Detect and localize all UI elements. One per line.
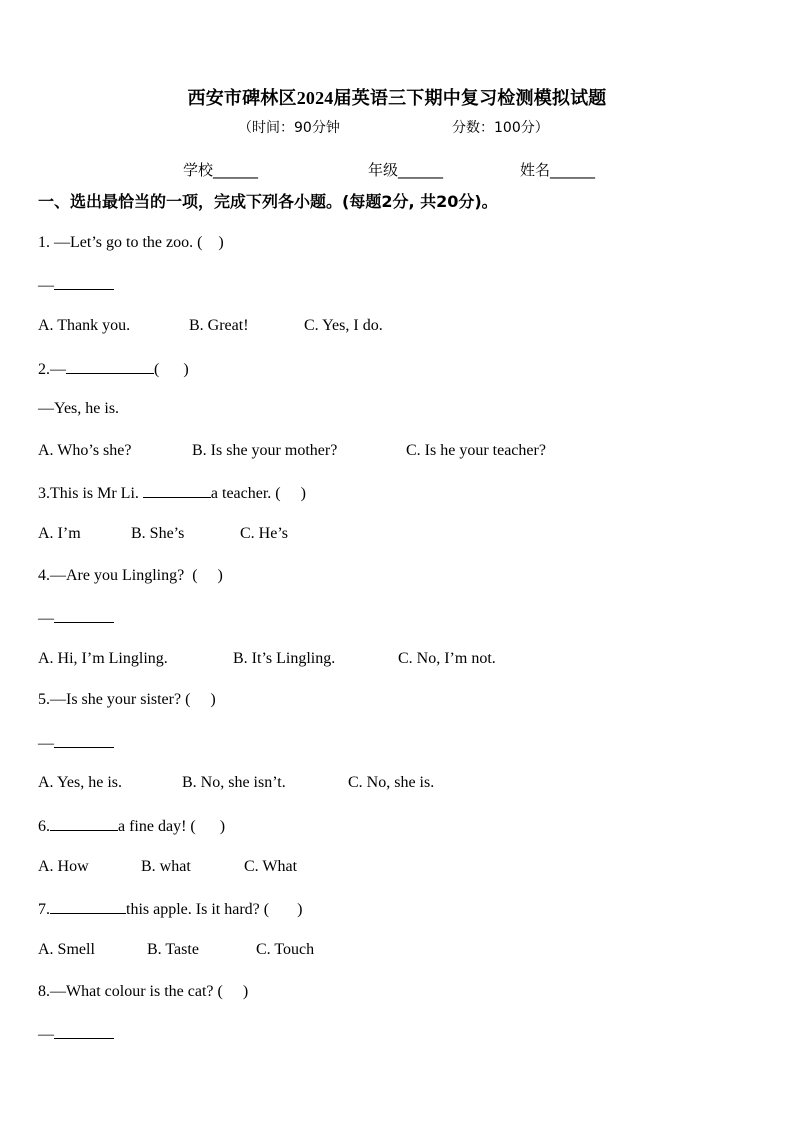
question-8-stem: 8.—What colour is the cat? ( )	[38, 983, 249, 1000]
school-field[interactable]: 学校______	[183, 161, 259, 179]
question-6-option-c[interactable]: C. What	[244, 858, 298, 875]
question-2-option-b[interactable]: B. Is she your mother?	[192, 442, 338, 459]
section-heading: 一、选出最恰当的一项，完成下列各小题。(每题2分, 共20分)。	[38, 192, 498, 211]
question-3-option-c[interactable]: C. He’s	[240, 525, 288, 542]
answer-blank[interactable]	[54, 607, 114, 623]
question-3-option-b[interactable]: B. She’s	[131, 525, 185, 542]
answer-blank[interactable]	[66, 358, 154, 374]
question-4-option-b[interactable]: B. It’s Lingling.	[233, 650, 336, 667]
name-field[interactable]: 姓名______	[520, 161, 596, 179]
question-1-stem: 1. —Let’s go to the zoo. ( )	[38, 234, 224, 251]
question-6-stem: 6. a fine day! ( )	[38, 815, 225, 837]
question-6-option-a[interactable]: A. How	[38, 858, 89, 875]
answer-blank[interactable]	[54, 1023, 114, 1039]
question-7-option-c[interactable]: C. Touch	[256, 941, 315, 958]
question-5-option-b[interactable]: B. No, she isn’t.	[182, 774, 286, 791]
question-3-stem: 3.This is Mr Li. a teacher. ( )	[38, 482, 306, 504]
answer-blank[interactable]	[54, 274, 114, 290]
question-2-stem: 2.— ( )	[38, 358, 189, 380]
question-4-reply: —	[38, 607, 114, 629]
question-2-option-c[interactable]: C. Is he your teacher?	[406, 442, 546, 459]
grade-field[interactable]: 年级______	[368, 161, 444, 179]
question-1-option-a[interactable]: A. Thank you.	[38, 317, 131, 334]
question-2-reply: —Yes, he is.	[38, 400, 120, 417]
question-5-option-a[interactable]: A. Yes, he is.	[38, 774, 123, 791]
question-2-option-a[interactable]: A. Who’s she?	[38, 442, 132, 459]
answer-blank[interactable]	[54, 732, 114, 748]
page-title: 西安市碑林区2024届英语三下期中复习检测模拟试题	[187, 88, 607, 108]
question-5-reply: —	[38, 732, 114, 754]
question-1-option-b[interactable]: B. Great!	[189, 317, 249, 334]
question-4-stem: 4.—Are you Lingling? ( )	[38, 567, 223, 584]
exam-score: 分数：100分）	[452, 120, 549, 136]
question-6-option-b[interactable]: B. what	[141, 858, 191, 875]
question-1-option-c[interactable]: C. Yes, I do.	[304, 317, 383, 334]
answer-blank[interactable]	[50, 815, 118, 831]
answer-blank[interactable]	[143, 482, 211, 498]
question-5-stem: 5.—Is she your sister? ( )	[38, 691, 216, 708]
answer-blank[interactable]	[50, 898, 126, 914]
question-7-option-a[interactable]: A. Smell	[38, 941, 95, 958]
exam-time: （时间：90分钟	[238, 120, 340, 136]
question-7-stem: 7. this apple. Is it hard? ( )	[38, 898, 302, 920]
exam-info	[238, 117, 549, 137]
question-1-reply: —	[38, 274, 114, 296]
question-7-option-b[interactable]: B. Taste	[147, 941, 199, 958]
question-3-option-a[interactable]: A. I’m	[38, 525, 81, 542]
question-8-reply: —	[38, 1023, 114, 1045]
question-5-option-c[interactable]: C. No, she is.	[348, 774, 435, 791]
question-4-option-a[interactable]: A. Hi, I’m Lingling.	[38, 650, 168, 667]
question-4-option-c[interactable]: C. No, I’m not.	[398, 650, 496, 667]
